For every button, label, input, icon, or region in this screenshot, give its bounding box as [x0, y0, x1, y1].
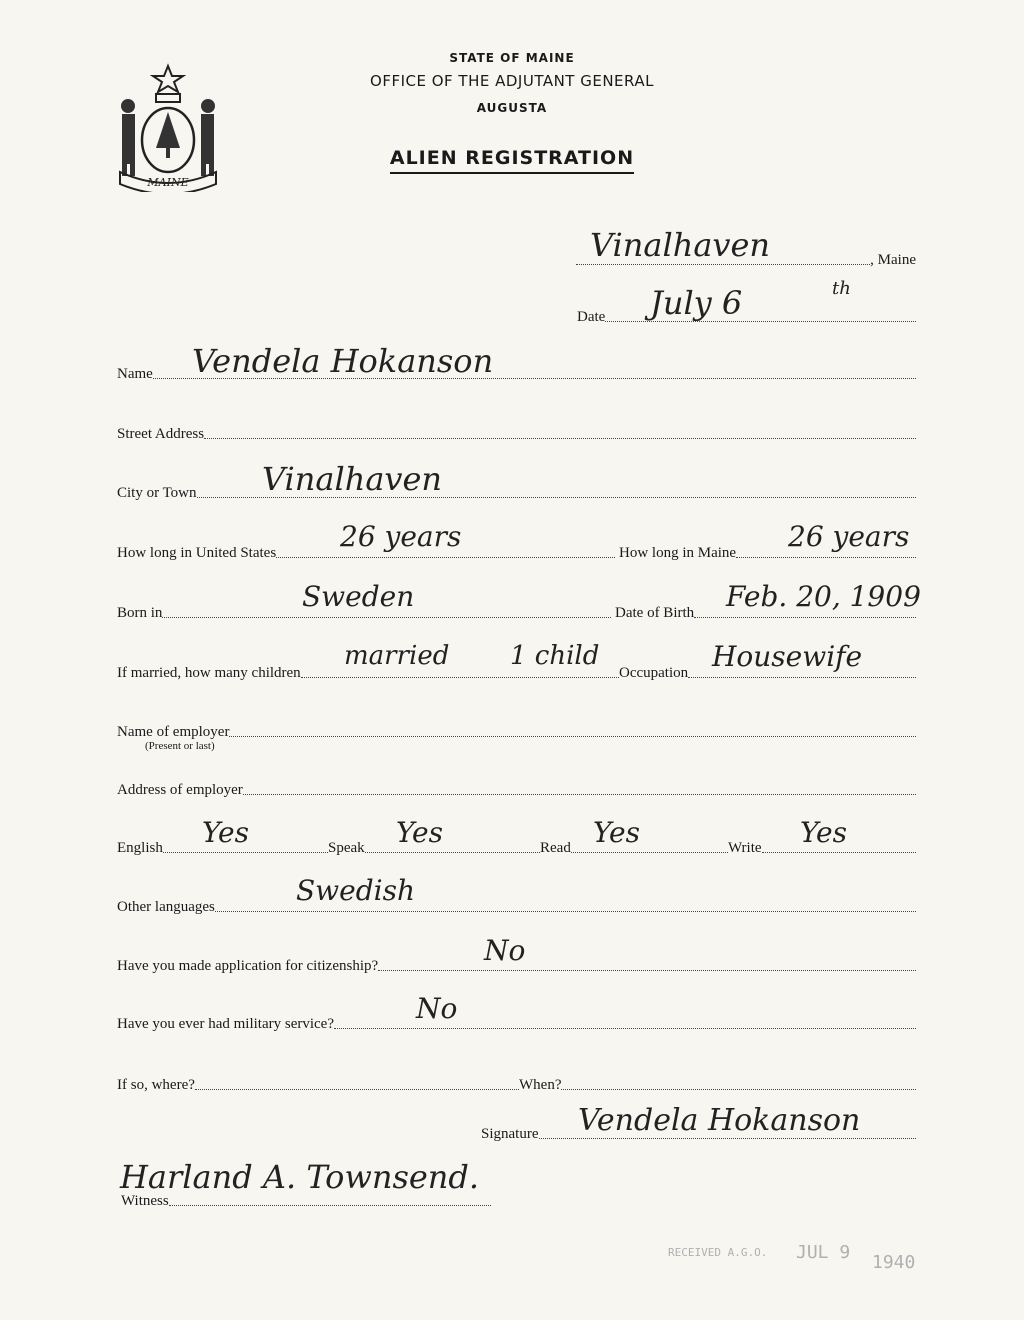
other-languages-label: Other languages [117, 899, 215, 915]
form-title-text: ALIEN REGISTRATION [390, 147, 634, 174]
military-row [117, 1016, 916, 1033]
city-label: City or Town [117, 485, 197, 501]
other-languages-row [117, 899, 916, 916]
employer-address-label: Address of employer [117, 782, 243, 798]
header-state: STATE OF MAINE [449, 51, 575, 65]
born-in-value: Sweden [302, 580, 415, 613]
date-row [577, 309, 916, 326]
married-label: If married, how many children [117, 665, 301, 681]
citizenship-label: Have you made application for citizenship? [117, 958, 379, 974]
town-value: Vinalhaven [590, 226, 771, 264]
where-row [117, 1077, 519, 1094]
street-label: Street Address [117, 426, 205, 442]
name-label: Name [117, 366, 153, 382]
seal-text: MAINE [147, 176, 189, 189]
english-label: English [117, 840, 163, 856]
date-of-birth-value: Feb. 20, 1909 [726, 580, 921, 613]
name-value: Vendela Hokanson [192, 342, 494, 380]
write-value: Yes [800, 816, 847, 849]
children-value: 1 child [510, 641, 600, 671]
english-value: Yes [202, 816, 249, 849]
city-row [117, 485, 916, 502]
military-label: Have you ever had military service? [117, 1016, 334, 1032]
occupation-value: Housewife [712, 640, 863, 673]
received-stamp: RECEIVED A.G.O. [668, 1246, 768, 1259]
date-suffix: th [832, 278, 851, 299]
form-title [0, 147, 1024, 169]
witness-label: Witness [121, 1193, 169, 1209]
read-value: Yes [593, 816, 640, 849]
employer-address-row [117, 782, 916, 799]
received-stamp-year: 1940 [872, 1252, 916, 1273]
married-value: married [344, 641, 450, 671]
occupation-label: Occupation [619, 665, 689, 681]
when-row [519, 1077, 916, 1094]
where-label: If so, where? [117, 1077, 195, 1093]
date-value: July 6 [650, 284, 743, 322]
maine-label: , Maine [870, 252, 916, 268]
how-long-us-label: How long in United States [117, 545, 277, 561]
military-value: No [416, 992, 458, 1025]
how-long-maine-value: 26 years [788, 520, 910, 553]
received-stamp-date: JUL 9 [796, 1242, 851, 1263]
employer-row [117, 724, 916, 741]
signature-value: Vendela Hokanson [578, 1103, 861, 1138]
born-in-label: Born in [117, 605, 163, 621]
header-office: OFFICE OF THE ADJUTANT GENERAL [370, 72, 654, 90]
employer-sublabel: (Present or last) [145, 740, 215, 752]
speak-value: Yes [396, 816, 443, 849]
when-label: When? [519, 1077, 562, 1093]
read-label: Read [540, 840, 571, 856]
date-label: Date [577, 309, 606, 325]
header-city: AUGUSTA [476, 101, 548, 115]
signature-label: Signature [481, 1126, 539, 1142]
how-long-us-value: 26 years [340, 520, 462, 553]
witness-signature: Harland A. Townsend. [120, 1158, 480, 1196]
how-long-maine-label: How long in Maine [619, 545, 737, 561]
write-label: Write [728, 840, 762, 856]
other-languages-value: Swedish [296, 874, 415, 907]
citizenship-value: No [484, 934, 526, 967]
date-of-birth-label: Date of Birth [615, 605, 695, 621]
city-value: Vinalhaven [262, 460, 443, 498]
employer-label: Name of employer [117, 724, 230, 740]
speak-label: Speak [328, 840, 365, 856]
street-row [117, 426, 916, 443]
